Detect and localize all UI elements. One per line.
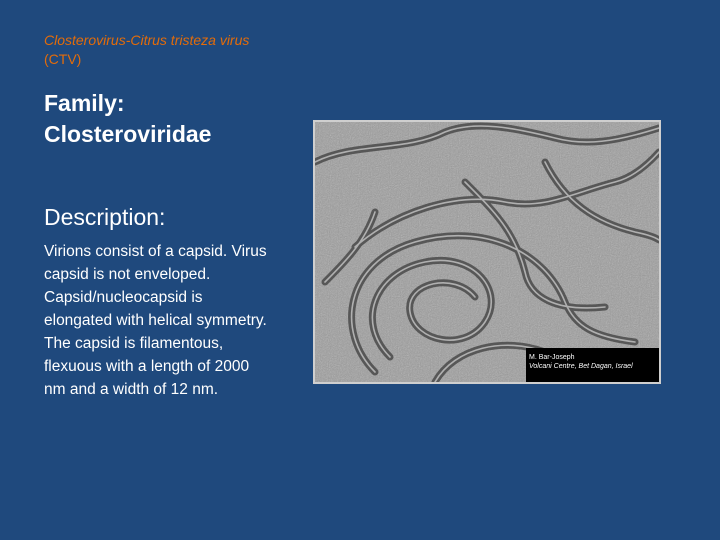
micrograph-filaments bbox=[315, 122, 659, 382]
description-text: Virions consist of a capsid. Virus capsid is not enveloped. Capsid/nucleocapsid is elongated with helical symmetry. The capsid is filamentous, flexuous with a length of 2000 nm and a width of 12 nm. bbox=[44, 243, 267, 398]
description-heading: Description: bbox=[44, 204, 166, 230]
electron-micrograph-image bbox=[313, 120, 661, 384]
title-virus-name: Closterovirus-Citrus tristeza virus bbox=[44, 32, 250, 48]
image-credit bbox=[526, 348, 659, 382]
family-heading bbox=[44, 88, 304, 150]
slide-title bbox=[44, 31, 274, 69]
credit-author: M. Bar-Joseph bbox=[529, 354, 575, 361]
family-label: Family: bbox=[44, 90, 125, 116]
title-abbreviation: (CTV) bbox=[44, 51, 82, 67]
credit-institution: Volcani Centre, Bet Dagan, Israel bbox=[529, 363, 633, 370]
family-name: Closteroviridae bbox=[44, 121, 212, 147]
